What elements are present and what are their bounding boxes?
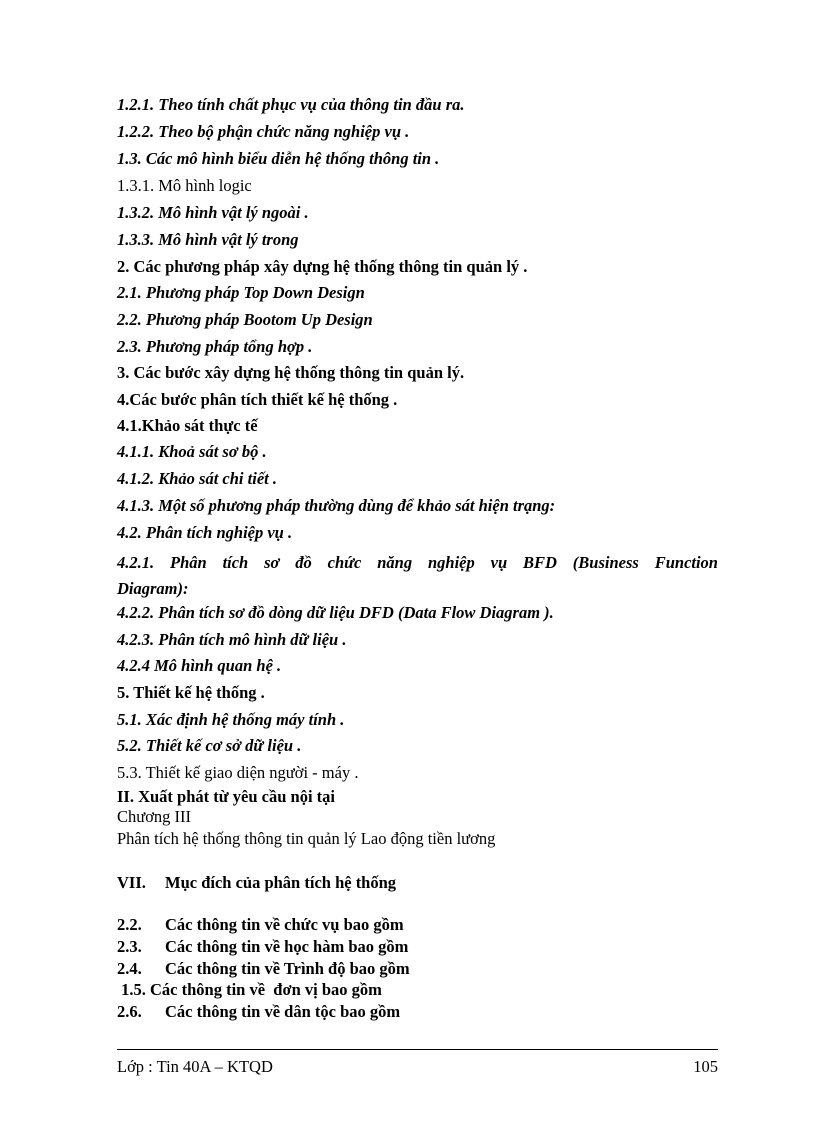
footer-class-label: Lớp : Tin 40A – KTQD bbox=[117, 1057, 273, 1076]
toc-line: 1.3.1. Mô hình logic bbox=[117, 176, 252, 195]
toc-line: 4.2.2. Phân tích sơ đồ dòng dữ liệu DFD (Data Flow Diagram ). bbox=[117, 603, 554, 622]
section-heading bbox=[117, 873, 396, 893]
list-item bbox=[117, 980, 382, 1000]
toc-line: 1.3. Các mô hình biểu diễn hệ thống thông tin . bbox=[117, 149, 440, 168]
toc-line: 5. Thiết kế hệ thống . bbox=[117, 683, 265, 702]
footer-divider bbox=[117, 1049, 718, 1050]
page-number: 105 bbox=[693, 1057, 718, 1076]
toc-line: 2.1. Phương pháp Top Down Design bbox=[117, 283, 365, 302]
toc-line: 5.3. Thiết kế giao diện người - máy . bbox=[117, 763, 359, 782]
toc-line: 3. Các bước xây dựng hệ thống thông tin quản lý. bbox=[117, 363, 465, 382]
list-number: 2.2. bbox=[117, 915, 142, 934]
list-number: 2.4. bbox=[117, 959, 142, 978]
list-item bbox=[117, 1002, 400, 1022]
list-text: Các thông tin về dân tộc bao gồm bbox=[165, 1002, 401, 1021]
toc-line: 4.2.1. Phân tích sơ đồ chức năng nghiệp vụ BFD (Business Function Diagram): bbox=[117, 553, 718, 598]
list-number: 2.3. bbox=[117, 937, 142, 956]
toc-line: 1.3.3. Mô hình vật lý trong bbox=[117, 230, 299, 249]
toc-line: 4.1.2. Khảo sát chi tiết . bbox=[117, 469, 277, 488]
toc-line: 4.2.4 Mô hình quan hệ . bbox=[117, 656, 282, 675]
toc-line: 4.2. Phân tích nghiệp vụ . bbox=[117, 523, 293, 542]
chapter-title: Phân tích hệ thống thông tin quản lý Lao động tiền lương bbox=[117, 829, 496, 848]
toc-line: 2.2. Phương pháp Bootom Up Design bbox=[117, 310, 373, 329]
section-text: Mục đích của phân tích hệ thống bbox=[165, 873, 397, 892]
toc-line: 4.Các bước phân tích thiết kế hệ thống . bbox=[117, 390, 398, 409]
toc-line: 2.3. Phương pháp tổng hợp . bbox=[117, 337, 313, 356]
toc-line: 1.3.2. Mô hình vật lý ngoài . bbox=[117, 203, 309, 222]
toc-line: 2. Các phương pháp xây dựng hệ thống thông tin quản lý . bbox=[117, 257, 528, 276]
toc-line: 5.2. Thiết kế cơ sở dữ liệu . bbox=[117, 736, 302, 755]
list-item bbox=[117, 959, 410, 979]
toc-line: 4.1.Khảo sát thực tế bbox=[117, 416, 258, 435]
section-number: VII. bbox=[117, 873, 146, 892]
list-text: Các thông tin về chức vụ bao gồm bbox=[165, 915, 404, 934]
list-number: 2.6. bbox=[117, 1002, 142, 1021]
chapter-label: Chương III bbox=[117, 807, 192, 826]
toc-line: 5.1. Xác định hệ thống máy tính . bbox=[117, 710, 345, 729]
list-text: Các thông tin về đơn vị bao gồm bbox=[150, 980, 382, 999]
list-item bbox=[117, 937, 408, 957]
list-text: Các thông tin về học hàm bao gồm bbox=[165, 937, 409, 956]
list-item bbox=[117, 915, 404, 935]
list-text: Các thông tin về Trình độ bao gồm bbox=[165, 959, 410, 978]
toc-line: 1.2.2. Theo bộ phận chức năng nghiệp vụ . bbox=[117, 122, 410, 141]
toc-line: 4.1.1. Khoả sát sơ bộ . bbox=[117, 442, 267, 461]
toc-line: 4.2.3. Phân tích mô hình dữ liệu . bbox=[117, 630, 347, 649]
toc-line: 4.1.3. Một số phương pháp thường dùng để khảo sát hiện trạng: bbox=[117, 496, 556, 515]
toc-line: 1.2.1. Theo tính chất phục vụ của thông tin đầu ra. bbox=[117, 95, 465, 114]
toc-line: II. Xuất phát từ yêu cầu nội tại bbox=[117, 787, 336, 806]
list-number: 1.5. bbox=[117, 980, 146, 999]
